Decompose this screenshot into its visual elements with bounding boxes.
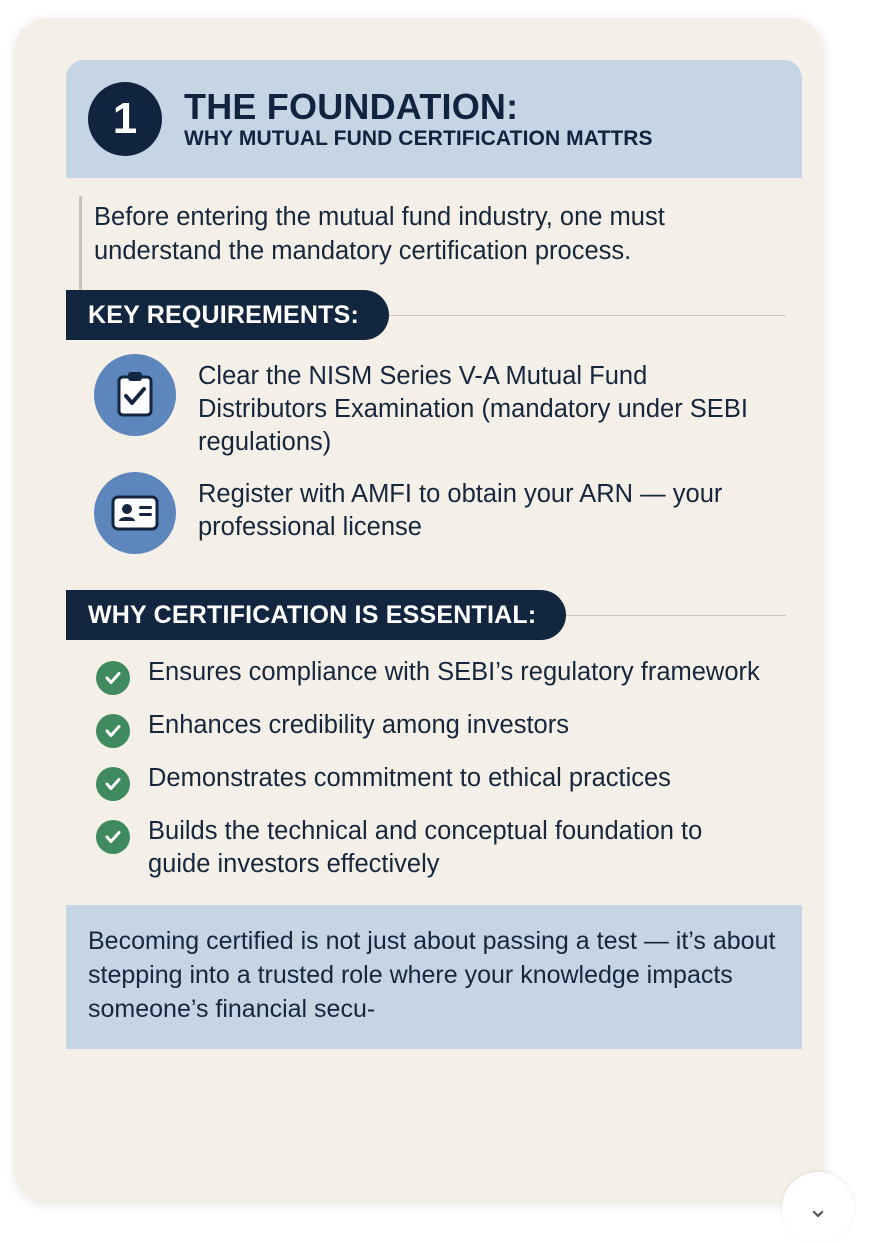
list-item	[96, 709, 780, 748]
list-item-label: Clear the NISM Series V-A Mutual Fund Distributors Examination (mandatory under SEBI regulations)	[198, 362, 748, 456]
chevron-down-icon[interactable]	[782, 1172, 854, 1244]
page-title: THE FOUNDATION:	[184, 85, 519, 127]
list-item	[96, 762, 780, 801]
section-heading-why-certification-essential: WHY CERTIFICATION IS ESSENTIAL:	[66, 590, 566, 640]
infographic-content-card	[66, 60, 802, 1178]
card-body	[66, 178, 802, 905]
benefits-checklist	[66, 640, 802, 905]
section-key-requirements-banner-wrap	[66, 290, 802, 340]
list-item-label: Demonstrates commitment to ethical practices	[148, 764, 671, 793]
list-item-label: Builds the technical and conceptual foundation to guide investors effectively	[148, 817, 703, 879]
list-item-label: Register with AMFI to obtain your ARN — your professional license	[198, 480, 723, 541]
list-item	[88, 354, 780, 458]
chevron-down-glyph: ⌄	[807, 1193, 829, 1223]
list-item-label: Ensures compliance with SEBI’s regulatory framework	[148, 658, 760, 687]
list-item-label: Enhances credibility among investors	[148, 711, 569, 740]
list-item	[96, 815, 780, 881]
step-number-badge: 1	[88, 82, 162, 156]
check-circle-icon	[96, 661, 130, 695]
section-heading-key-requirements: KEY REQUIREMENTS:	[66, 290, 389, 340]
header-text-group	[184, 85, 653, 151]
card-header	[66, 60, 802, 178]
list-item	[88, 472, 780, 554]
intro-paragraph: Before entering the mutual fund industry, one must understand the mandatory certification process.	[94, 203, 665, 266]
check-circle-icon	[96, 714, 130, 748]
page-subtitle: WHY MUTUAL FUND CERTIFICATION MATTRS	[184, 127, 653, 151]
card-footer-paragraph: Becoming certified is not just about passing a test — it’s about stepping into a trusted role where your knowledge impacts someone’s financial secu-	[66, 905, 802, 1048]
list-item	[96, 656, 780, 695]
id-card-icon	[94, 472, 176, 554]
section-why-essential-banner-wrap	[66, 590, 802, 640]
check-circle-icon	[96, 767, 130, 801]
infographic-page-card	[14, 18, 824, 1203]
clipboard-check-icon	[94, 354, 176, 436]
check-circle-icon	[96, 820, 130, 854]
key-requirements-list	[66, 340, 802, 574]
